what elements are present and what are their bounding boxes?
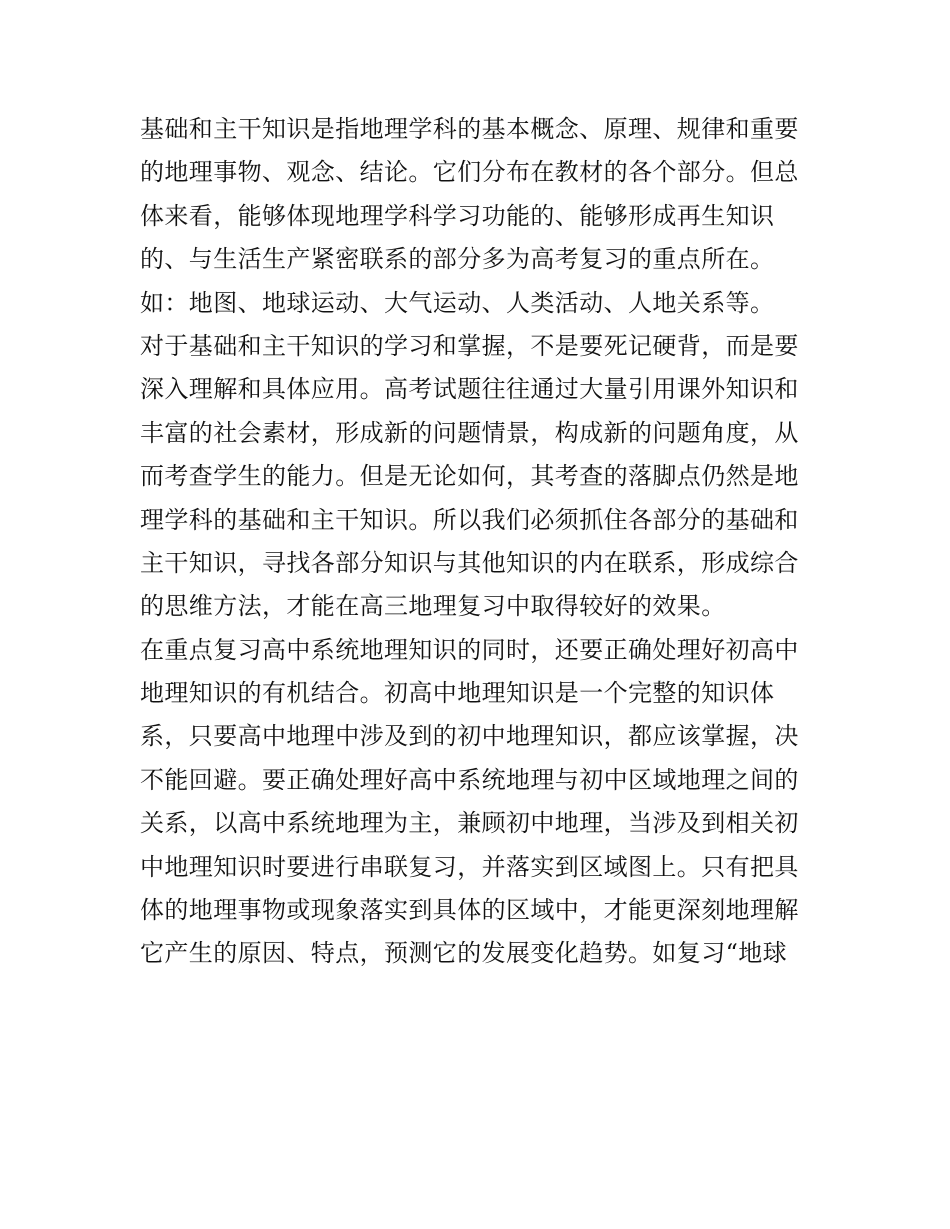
text-line: 体的地理事物或现象落实到具体的区域中，才能更深刻地理解	[140, 896, 799, 925]
text-line: 基础和主干知识是指地理学科的基本概念、原理、规律和重要	[140, 115, 799, 143]
text-line: 的思维方法，才能在高三地理复习中取得较好的效果。	[140, 592, 726, 621]
text-line: 体来看，能够体现地理学科学习功能的、能够形成再生知识	[140, 201, 775, 230]
text-line: 关系，以高中系统地理为主，兼顾初中地理，当涉及到相关初	[140, 809, 799, 838]
text-line: 中地理知识时要进行串联复习，并落实到区域图上。只有把具	[140, 852, 799, 881]
text-line: 的地理事物、观念、结论。它们分布在教材的各个部分。但总	[140, 158, 799, 187]
text-line: 系，只要高中地理中涉及到的初中地理知识，都应该掌握，决	[140, 722, 799, 751]
text-line: 深入理解和具体应用。高考试题往往通过大量引用课外知识和	[140, 375, 799, 404]
text-line: 而考查学生的能力。但是无论如何，其考查的落脚点仍然是地	[140, 462, 799, 491]
body-text	[140, 108, 820, 976]
text-line: 在重点复习高中系统地理知识的同时，还要正确处理好初高中	[140, 635, 799, 664]
text-line: 不能回避。要正确处理好高中系统地理与初中区域地理之间的	[140, 765, 799, 794]
text-line: 理学科的基础和主干知识。所以我们必须抓住各部分的基础和	[140, 505, 799, 534]
text-line: 如：地图、地球运动、大气运动、人类活动、人地关系等。	[140, 288, 775, 317]
text-line: 主干知识，寻找各部分知识与其他知识的内在联系，形成综合	[140, 548, 799, 577]
text-line: 丰富的社会素材，形成新的问题情景，构成新的问题角度，从	[140, 418, 799, 447]
text-line: 地理知识的有机结合。初高中地理知识是一个完整的知识体	[140, 679, 775, 708]
text-line: 的、与生活生产紧密联系的部分多为高考复习的重点所在。	[140, 245, 775, 274]
text-line: 它产生的原因、特点，预测它的发展变化趋势。如复习“地球	[140, 939, 788, 968]
text-line: 对于基础和主干知识的学习和掌握，不是要死记硬背，而是要	[140, 331, 799, 360]
